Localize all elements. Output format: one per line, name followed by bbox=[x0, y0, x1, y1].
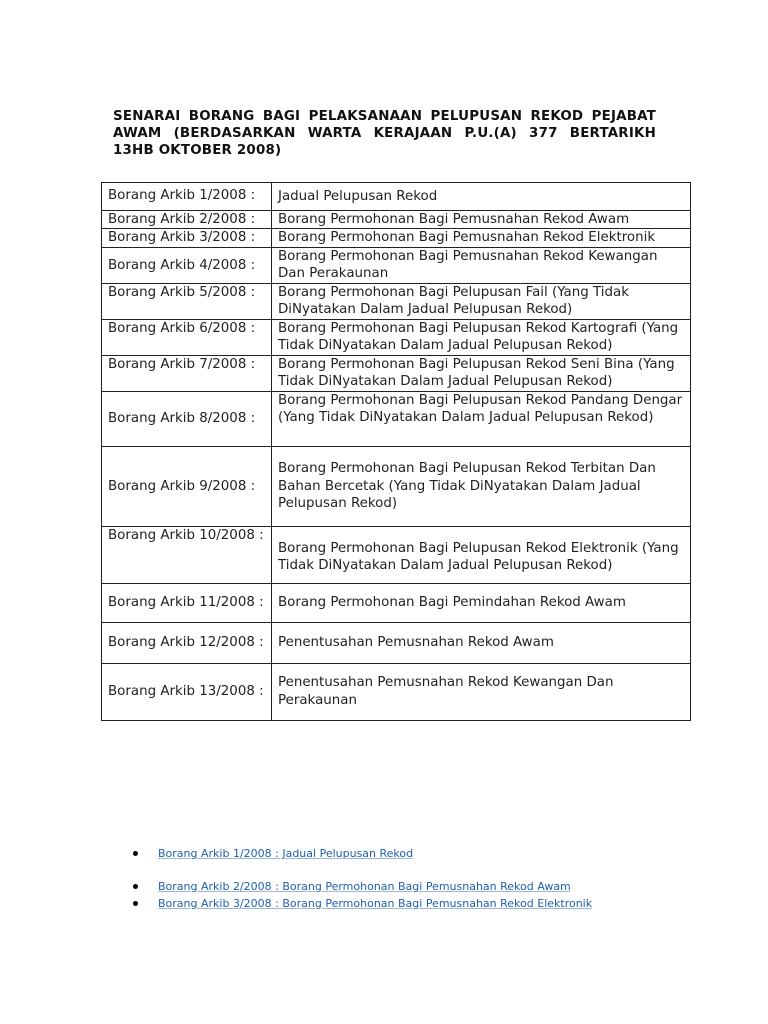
table-row bbox=[102, 355, 691, 391]
table-row bbox=[102, 283, 691, 319]
list-item bbox=[133, 895, 592, 912]
list-item bbox=[133, 878, 592, 895]
borang-description: Borang Permohonan Bagi Pemusnahan Rekod Kewangan Dan Perakaunan bbox=[272, 247, 691, 283]
bullet-icon bbox=[133, 901, 138, 906]
borang-code: Borang Arkib 6/2008 : bbox=[102, 319, 272, 355]
borang-link-list bbox=[133, 845, 592, 912]
table-row bbox=[102, 583, 691, 622]
table-row bbox=[102, 229, 691, 247]
borang-code: Borang Arkib 1/2008 : bbox=[102, 183, 272, 211]
borang-description: Jadual Pelupusan Rekod bbox=[272, 183, 691, 211]
bullet-icon bbox=[133, 884, 138, 889]
borang-code: Borang Arkib 5/2008 : bbox=[102, 283, 272, 319]
borang-description: Penentusahan Pemusnahan Rekod Awam bbox=[272, 622, 691, 663]
borang-code: Borang Arkib 4/2008 : bbox=[102, 247, 272, 283]
borang-code: Borang Arkib 13/2008 : bbox=[102, 663, 272, 720]
table-row bbox=[102, 663, 691, 720]
borang-description: Borang Permohonan Bagi Pelupusan Rekod Elektronik (Yang Tidak DiNyatakan Dalam Jadual Pelupusan Rekod) bbox=[272, 526, 691, 583]
borang-code: Borang Arkib 9/2008 : bbox=[102, 446, 272, 526]
borang-link[interactable]: Borang Arkib 2/2008 : Borang Permohonan Bagi Pemusnahan Rekod Awam bbox=[158, 880, 571, 893]
borang-description: Borang Permohonan Bagi Pelupusan Rekod Terbitan Dan Bahan Bercetak (Yang Tidak DiNyatakan Dalam Jadual Pelupusan Rekod) bbox=[272, 446, 691, 526]
borang-link[interactable]: Borang Arkib 3/2008 : Borang Permohonan Bagi Pemusnahan Rekod Elektronik bbox=[158, 897, 593, 910]
table-row bbox=[102, 622, 691, 663]
borang-description: Borang Permohonan Bagi Pelupusan Rekod Kartografi (Yang Tidak DiNyatakan Dalam Jadual Pelupusan Rekod) bbox=[272, 319, 691, 355]
borang-code: Borang Arkib 11/2008 : bbox=[102, 583, 272, 622]
borang-description: Borang Permohonan Bagi Pemusnahan Rekod Awam bbox=[272, 211, 691, 229]
table-row bbox=[102, 319, 691, 355]
table-row bbox=[102, 247, 691, 283]
table-row bbox=[102, 526, 691, 583]
list-item bbox=[133, 845, 592, 862]
borang-link[interactable]: Borang Arkib 1/2008 : Jadual Pelupusan Rekod bbox=[158, 847, 414, 860]
table-row bbox=[102, 211, 691, 229]
table-row bbox=[102, 446, 691, 526]
borang-description: Borang Permohonan Bagi Pelupusan Fail (Yang Tidak DiNyatakan Dalam Jadual Pelupusan Rekod) bbox=[272, 283, 691, 319]
borang-description: Borang Permohonan Bagi Pemindahan Rekod Awam bbox=[272, 583, 691, 622]
borang-description: Penentusahan Pemusnahan Rekod Kewangan Dan Perakaunan bbox=[272, 663, 691, 720]
borang-code: Borang Arkib 10/2008 : bbox=[102, 526, 272, 583]
page-title: SENARAI BORANG BAGI PELAKSANAAN PELUPUSAN REKOD PEJABAT AWAM (BERDASARKAN WARTA KERAJAAN P.U.(A) 377 BERTARIKH 13HB OKTOBER 2008) bbox=[113, 109, 656, 158]
borang-code: Borang Arkib 8/2008 : bbox=[102, 391, 272, 446]
table-row bbox=[102, 391, 691, 446]
borang-code: Borang Arkib 3/2008 : bbox=[102, 229, 272, 247]
borang-code: Borang Arkib 2/2008 : bbox=[102, 211, 272, 229]
table-row bbox=[102, 183, 691, 211]
bullet-icon bbox=[133, 851, 138, 856]
borang-code: Borang Arkib 7/2008 : bbox=[102, 355, 272, 391]
borang-table bbox=[101, 182, 691, 721]
borang-description: Borang Permohonan Bagi Pemusnahan Rekod Elektronik bbox=[272, 229, 691, 247]
borang-description: Borang Permohonan Bagi Pelupusan Rekod Pandang Dengar (Yang Tidak DiNyatakan Dalam Jadual Pelupusan Rekod) bbox=[272, 391, 691, 446]
borang-code: Borang Arkib 12/2008 : bbox=[102, 622, 272, 663]
borang-description: Borang Permohonan Bagi Pelupusan Rekod Seni Bina (Yang Tidak DiNyatakan Dalam Jadual Pelupusan Rekod) bbox=[272, 355, 691, 391]
